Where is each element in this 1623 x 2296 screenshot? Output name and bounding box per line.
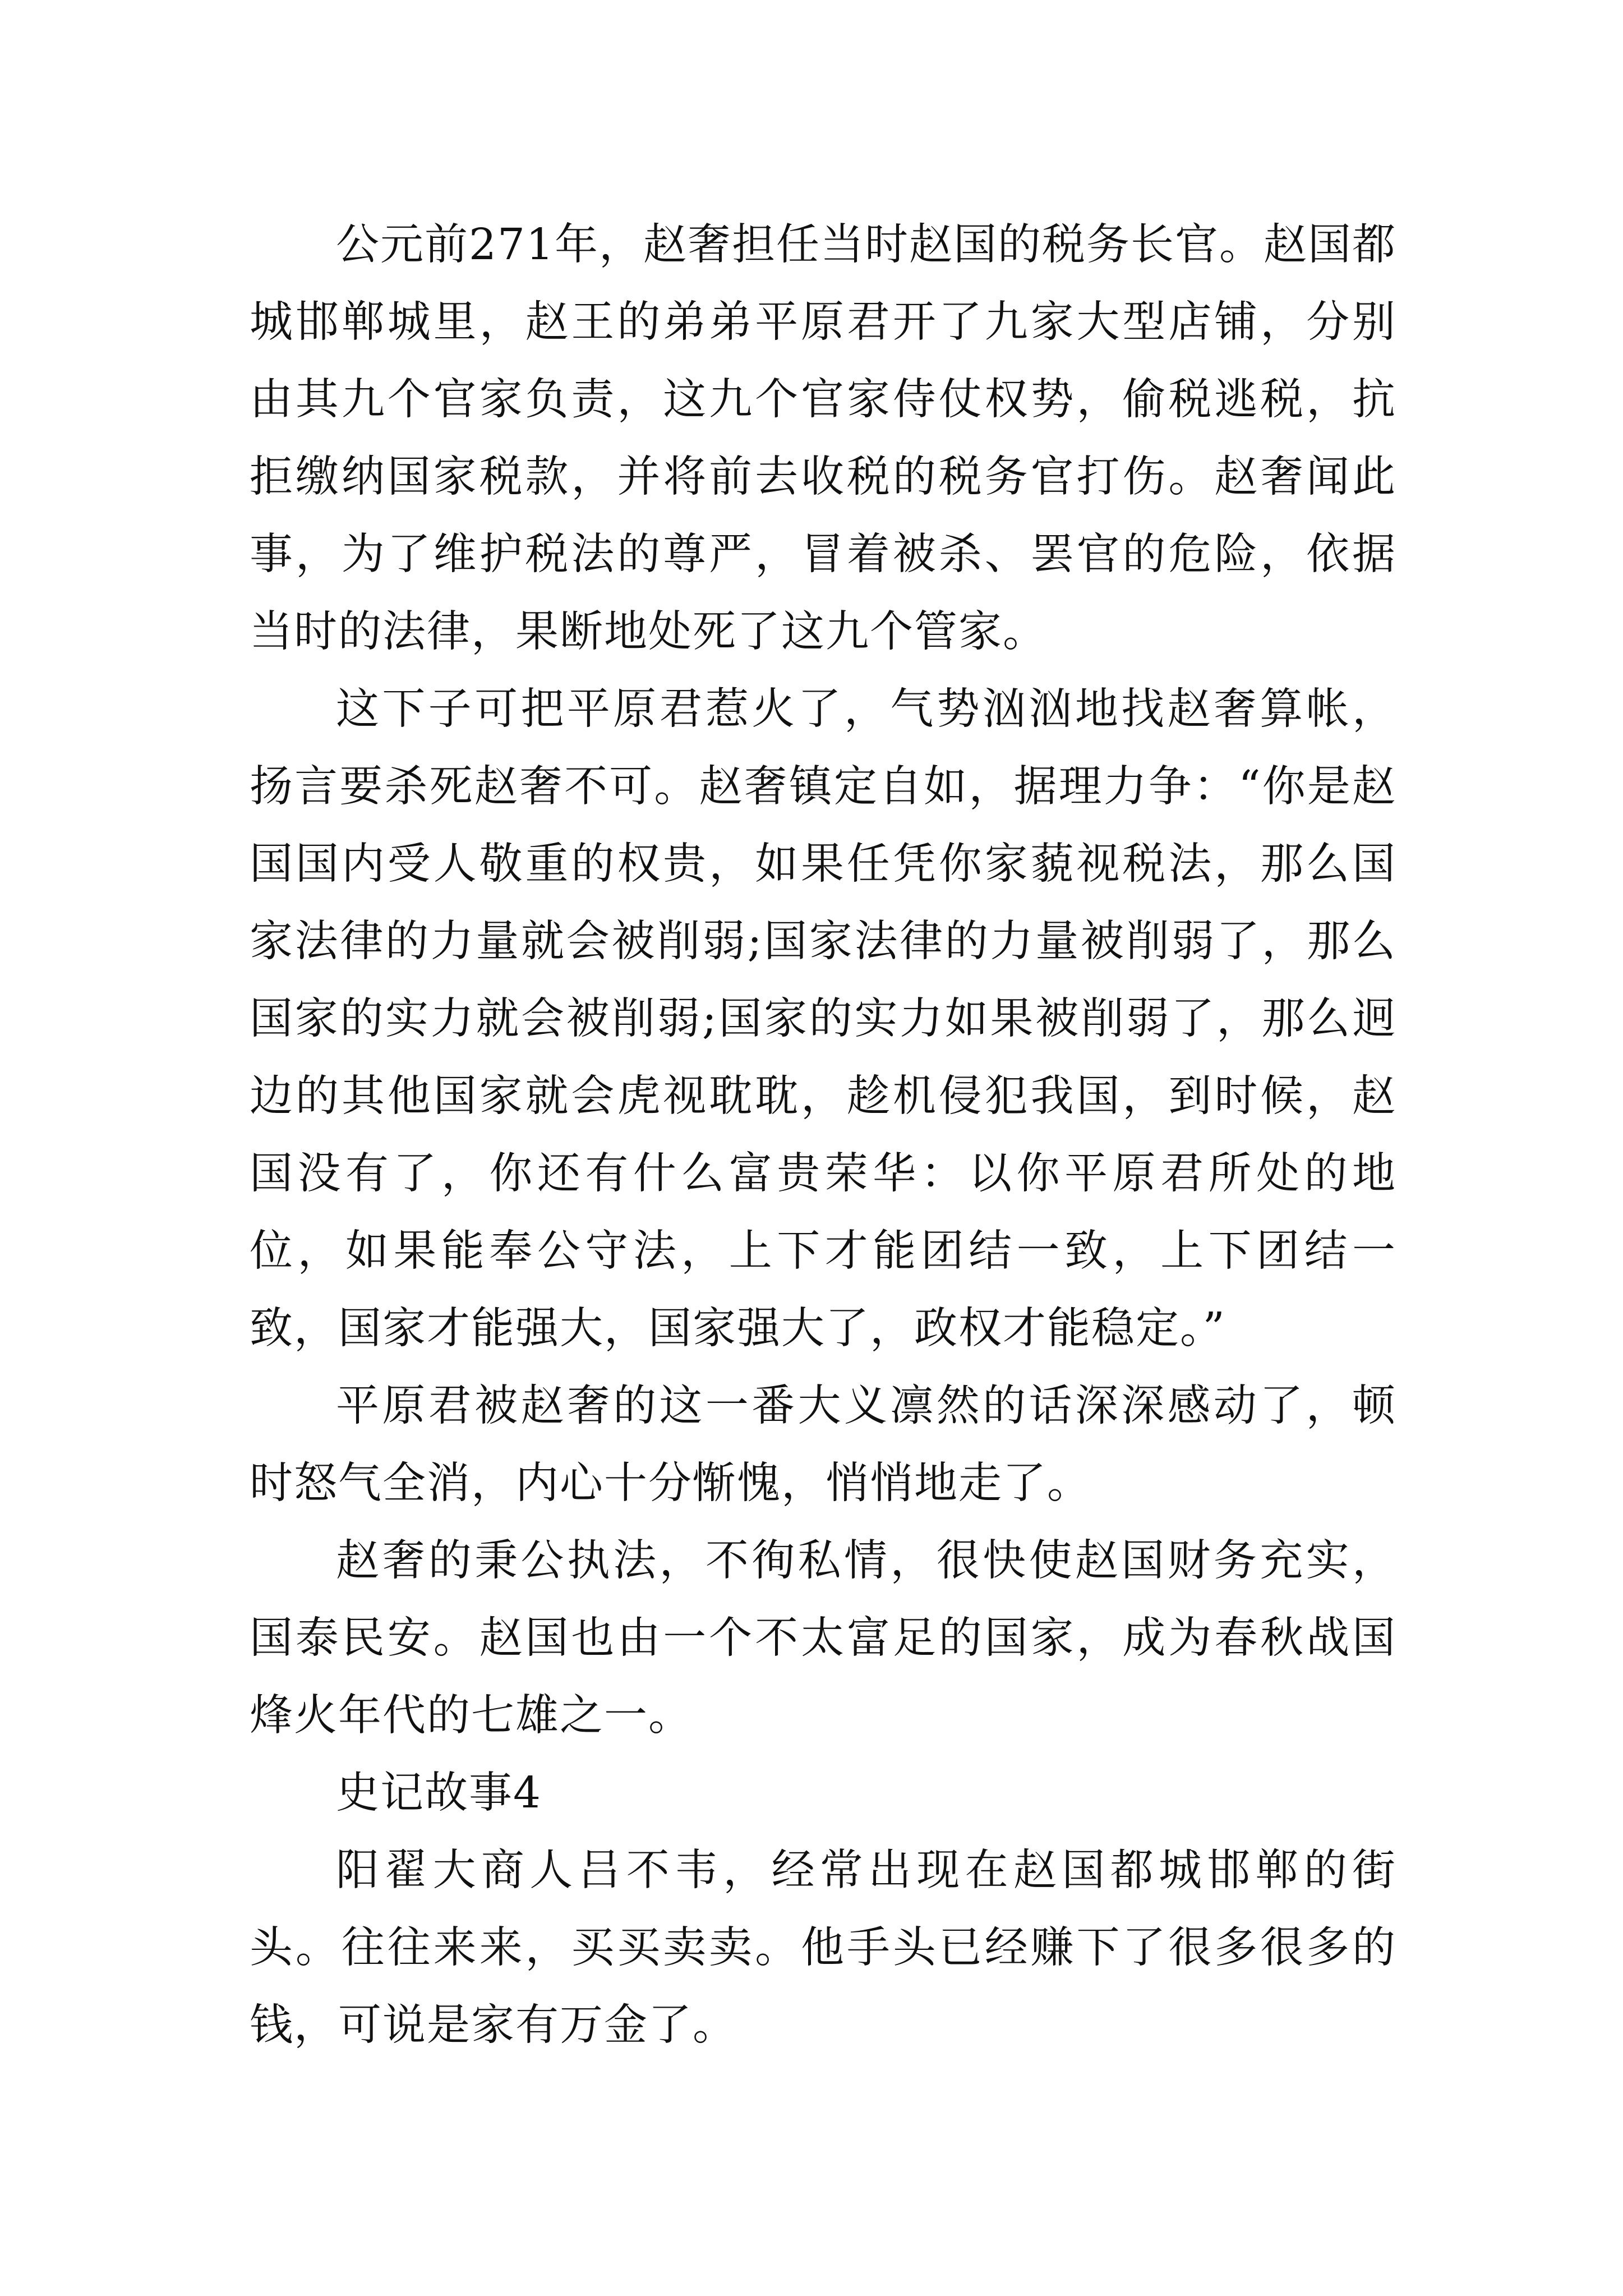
paragraph-lu-buwei: 阳翟大商人吕不韦，经常出现在赵国都城邯郸的街头。往往来来，买买卖卖。他手头已经赚下了很多很多的钱，可说是家有万金了。 xyxy=(250,1846,1396,2050)
paragraph-pingyuan-confrontation: 这下子可把平原君惹火了，气势汹汹地找赵奢算帐，扬言要杀死赵奢不可。赵奢镇定自如，据理力争：“你是赵国国内受人敬重的权贵，如果任凭你家藐视税法，那么国家法律的力量就会被削弱;国家法律的力量被削弱了，那么国家的实力就会被削弱;国家的实力如果被削弱了，那么迥边的其他国家就会虎视耽耽，趁机侵犯我国，到时候，赵国没有了，你还有什么富贵荣华：以你平原君所处的地位，如果能奉公守法，上下才能团结一致，上下团结一致，国家才能强大，国家强大了，政权才能稳定。” xyxy=(250,684,1396,1354)
paragraph-zhao-prosperity: 赵奢的秉公执法，不徇私情，很快使赵国财务充实，国泰民安。赵国也由一个不太富足的国家，成为春秋战国烽火年代的七雄之一。 xyxy=(250,1536,1396,1741)
paragraph-pingyuan-moved: 平原君被赵奢的这一番大义凛然的话深深感动了，顿时怒气全消，内心十分惭愧，悄悄地走了。 xyxy=(250,1381,1396,1508)
section-heading-shiji-story-4: 史记故事4 xyxy=(336,1768,542,1818)
document-body xyxy=(250,206,1396,2064)
paragraph-zhao-she-tax-officer: 公元前271年，赵奢担任当时赵国的税务长官。赵国都城邯郸城里，赵王的弟弟平原君开了九家大型店铺，分别由其九个官家负责，这九个官家侍仗权势，偷税逃税，抗拒缴纳国家税款，并将前去收税的税务官打伤。赵奢闻此事，为了维护税法的尊严，冒着被杀、罢官的危险，依据当时的法律，果断地处死了这九个管家。 xyxy=(250,220,1396,657)
